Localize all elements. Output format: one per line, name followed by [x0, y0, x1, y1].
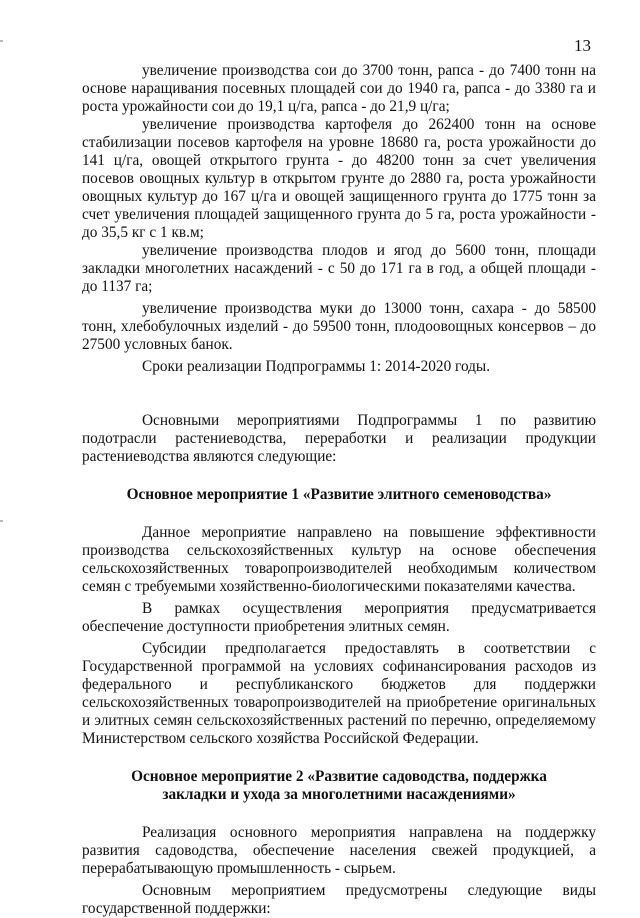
heading-measure-2-line1: Основное мероприятие 2 «Развитие садоводства, поддержка	[131, 768, 547, 785]
scan-edge-mark	[0, 40, 3, 42]
paragraph-measure-1-subsidies: Субсидии предполагается предоставлять в соответствии с Государственной программой на условиях софинансирования расходов из федерального и республиканского бюджетов для поддержки сельскохозяйственных товаропроизводителей на приобретение оригинальных и элитных семян сельскохозяйственных растений по перечню, определяемому Министерством сельского хозяйства Российской Федерации.	[82, 640, 596, 747]
paragraph-soy-rapeseed: увеличение производства сои до 3700 тонн, рапса - до 7400 тонн на основе наращивания посевных площадей сои до 1940 га, рапса - до 3380 га и роста урожайности сои до 19,1 ц/га, рапса - до 21,9 ц/га;	[82, 62, 596, 115]
paragraph-measure-1-access: В рамках осуществления мероприятия предусматривается обеспечение доступности приобретения элитных семян.	[82, 600, 596, 635]
paragraph-intro: Основными мероприятиями Подпрограммы 1 по развитию подотрасли растениеводства, переработки и реализации продукции растениеводства являются следующие:	[82, 412, 596, 465]
heading-measure-2	[82, 768, 596, 804]
heading-measure-1: Основное мероприятие 1 «Развитие элитного семеноводства»	[126, 486, 552, 503]
scan-edge-mark	[0, 520, 3, 522]
document-body	[82, 62, 596, 918]
heading-measure-2-line2: закладки и ухода за многолетними насаждениями»	[162, 786, 516, 803]
paragraph-program-period: Сроки реализации Подпрограммы 1: 2014-2020 годы.	[142, 358, 491, 375]
page-number: 13	[574, 36, 591, 55]
paragraph-flour-sugar: увеличение производства муки до 13000 тонн, сахара - до 58500 тонн, хлебобулочных изделий - до 59500 тонн, плодоовощных консервов – до 27500 условных банок.	[82, 300, 596, 353]
paragraph-measure-2-goal: Реализация основного мероприятия направлена на поддержку развития садоводства, обеспечение населения свежей продукцией, а перерабатывающую промышленность - сырьем.	[82, 824, 596, 877]
paragraph-fruits-berries: увеличение производства плодов и ягод до 5600 тонн, площади закладки многолетних насаждений - с 50 до 171 га в год, а общей площади - до 1137 га;	[82, 242, 596, 295]
paragraph-measure-1-goal: Данное мероприятие направлено на повышение эффективности производства сельскохозяйственных культур на основе обеспечения сельскохозяйственных товаропроизводителей необходимым количеством семян с требуемыми хозяйственно-биологическими показателями качества.	[82, 524, 596, 595]
paragraph-measure-2-support: Основным мероприятием предусмотрены следующие виды государственной поддержки:	[82, 882, 596, 917]
paragraph-potatoes-vegetables: увеличение производства картофеля до 262400 тонн на основе стабилизации посевов картофеля на уровне 18680 га, роста урожайности до 141 ц/га, овощей открытого грунта - до 48200 тонн за счет увеличения посевов овощных культур в открытом грунте до 2880 га, роста урожайности овощных культур до 167 ц/га и овощей защищенного грунта до 1775 тонн за счет увеличения площадей защищенного грунта до 5 га, роста урожайности - до 35,5 кг с 1 кв.м;	[82, 116, 596, 241]
